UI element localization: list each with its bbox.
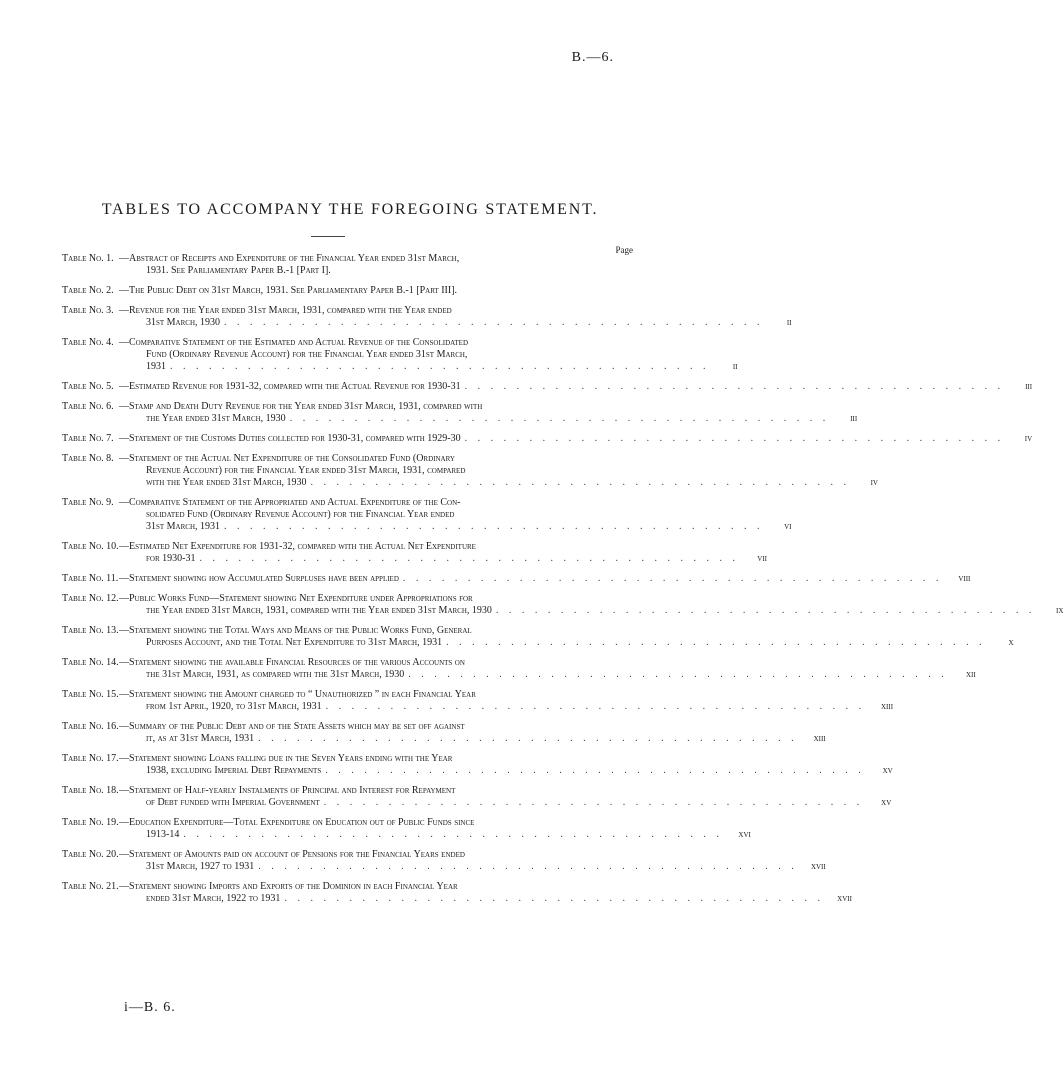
dot-leader: . . . . . . . . . . . . . . . . . . . . . . . . . . . . . . . . . . . . . . . . . . xyxy=(325,701,866,712)
table-description: —The Public Debt on 31st March, 1931. See Parliamentary Paper B.-1 [Part III]. xyxy=(119,285,458,296)
page-number: xvi xyxy=(738,829,751,840)
page-number: xvii xyxy=(837,893,852,904)
dot-leader: . . . . . . . . . . . . . . . . . . . . . . . . . . . . . . . . . . . . . . . . . . xyxy=(258,861,798,872)
toc-entry xyxy=(62,625,1014,649)
table-description: —Statement of the Customs Duties collected for 1930-31, compared with 1929-30 . . . . . . . . . . . . . . . . . . . . . . . . . . . . . . . . . . . . . . . . . . iv xyxy=(119,433,1033,444)
table-description: —Statement showing Loans falling due in the Seven Years ending with the Year xyxy=(119,753,453,764)
table-number: Table No. 10. xyxy=(62,541,119,552)
table-description: —Statement of Amounts paid on account of Pensions for the Financial Years ended xyxy=(119,849,465,860)
page-number: iv xyxy=(870,477,878,488)
table-number: Table No. 1. xyxy=(62,253,114,264)
table-description-continued: 31st March, 1931 . . . . . . . . . . . . . . . . . . . . . . . . . . . . . . . . . . . . . . . . . . vi xyxy=(146,521,792,532)
table-number: Table No. 17. xyxy=(62,753,119,764)
table-description: —Statement showing the Amount charged to “ Unauthorized ” in each Financial Year xyxy=(119,689,476,700)
dot-leader: . . . . . . . . . . . . . . . . . . . . . . . . . . . . . . . . . . . . . . . . . . xyxy=(464,433,1005,444)
table-number: Table No. 11. xyxy=(62,573,119,584)
dot-leader: . . . . . . . . . . . . . . . . . . . . . . . . . . . . . . . . . . . . . . . . . . xyxy=(199,553,739,564)
dot-leader: . . . . . . . . . . . . . . . . . . . . . . . . . . . . . . . . . . . . . . . . . . xyxy=(323,797,864,808)
table-number: Table No. 6. xyxy=(62,401,114,412)
page-number: xv xyxy=(882,765,893,776)
toc-entry xyxy=(62,253,638,277)
toc-entry xyxy=(62,541,767,565)
toc-entry xyxy=(62,817,751,841)
table-number: Table No. 5. xyxy=(62,381,114,392)
page-number: xv xyxy=(881,797,892,808)
page-number: xiii xyxy=(881,701,894,712)
page-column-label: Page xyxy=(615,245,633,255)
toc-entry xyxy=(62,593,1063,617)
table-description-continued: for 1930-31 . . . . . . . . . . . . . . . . . . . . . . . . . . . . . . . . . . . . . . . . . . vii xyxy=(146,553,767,564)
page-number: ix xyxy=(1056,605,1063,616)
table-description-continued: it, as at 31st March, 1931 . . . . . . . . . . . . . . . . . . . . . . . . . . . . . . . . . . . . . . . . . . xiii xyxy=(146,733,826,744)
table-description: —Statement of Half-yearly Instalments of Principal and Interest for Repayment xyxy=(119,785,456,796)
dot-leader: . . . . . . . . . . . . . . . . . . . . . . . . . . . . . . . . . . . . . . . . . . xyxy=(258,733,798,744)
dot-leader: . . . . . . . . . . . . . . . . . . . . . . . . . . . . . . . . . . . . . . . . . . xyxy=(284,893,824,904)
dot-leader: . . . . . . . . . . . . . . . . . . . . . . . . . . . . . . . . . . . . . . . . . . xyxy=(289,413,830,424)
table-description: —Statement showing the Total Ways and Means of the Public Works Fund, General xyxy=(119,625,472,636)
table-number: Table No. 19. xyxy=(62,817,119,828)
toc-entry xyxy=(62,285,638,297)
toc-entry xyxy=(62,849,826,873)
page-number: xii xyxy=(965,669,976,680)
toc-entry xyxy=(62,573,971,585)
table-description: —Statement showing how Accumulated Surpluses have been applied . . . . . . . . . . . . . . . . . . . . . . . . . . . . . . . . . . . . . . . . . . viii xyxy=(119,573,971,584)
table-description-continued: 31st March, 1927 to 1931 . . . . . . . . . . . . . . . . . . . . . . . . . . . . . . . . . . . . . . . . . . xvii xyxy=(146,861,826,872)
table-number: Table No. 18. xyxy=(62,785,119,796)
dot-leader: . . . . . . . . . . . . . . . . . . . . . . . . . . . . . . . . . . . . . . . . . . xyxy=(402,573,943,584)
document-reference: B.—6. xyxy=(571,50,614,65)
table-description-continued: solidated Fund (Ordinary Revenue Account) for the Financial Year ended xyxy=(146,509,455,520)
table-description: —Estimated Revenue for 1931-32, compared with the Actual Revenue for 1930-31 . . . . . . . . . . . . . . . . . . . . . . . . . . . . . . . . . . . . . . . . . . iii xyxy=(119,381,1033,392)
toc-entry xyxy=(62,433,1033,445)
table-description: —Estimated Net Expenditure for 1931-32, compared with the Actual Net Expenditure xyxy=(119,541,476,552)
table-description-continued: 1931 . . . . . . . . . . . . . . . . . . . . . . . . . . . . . . . . . . . . . . . . . . ii xyxy=(146,361,738,372)
table-description: —Comparative Statement of the Estimated and Actual Revenue of the Consolidated xyxy=(119,337,469,348)
toc-entry xyxy=(62,381,1033,393)
table-number: Table No. 20. xyxy=(62,849,119,860)
table-description-continued: from 1st April, 1920, to 31st March, 1931 . . . . . . . . . . . . . . . . . . . . . . . . . . . . . . . . . . . . . . . . . . xiii xyxy=(146,701,894,712)
table-description-continued: 31st March, 1930 . . . . . . . . . . . . . . . . . . . . . . . . . . . . . . . . . . . . . . . . . . ii xyxy=(146,317,792,328)
table-description: —Abstract of Receipts and Expenditure of the Financial Year ended 31st March, xyxy=(119,253,460,264)
dot-leader: . . . . . . . . . . . . . . . . . . . . . . . . . . . . . . . . . . . . . . . . . . xyxy=(170,361,710,372)
table-description-continued: with the Year ended 31st March, 1930 . . . . . . . . . . . . . . . . . . . . . . . . . . . . . . . . . . . . . . . . . . iv xyxy=(146,477,878,488)
table-description-continued: Purposes Account, and the Total Net Expenditure to 31st March, 1931 . . . . . . . . . . . . . . . . . . . . . . . . . . . . . . . . . . . . . . . . . . x xyxy=(146,637,1014,648)
table-description: —Summary of the Public Debt and of the State Assets which may be set off against xyxy=(119,721,465,732)
page-number: iv xyxy=(1024,433,1033,444)
table-number: Table No. 9. xyxy=(62,497,114,508)
table-description-continued: of Debt funded with Imperial Government . . . . . . . . . . . . . . . . . . . . . . . . . . . . . . . . . . . . . . . . . . xv xyxy=(146,797,892,808)
table-number: Table No. 21. xyxy=(62,881,119,892)
table-number: Table No. 7. xyxy=(62,433,114,444)
table-description-continued: Revenue Account) for the Financial Year ended 31st March, 1931, compared xyxy=(146,465,466,476)
toc-entry xyxy=(62,337,738,373)
table-description: —Public Works Fund—Statement showing Net Expenditure under Appropriations for xyxy=(119,593,473,604)
table-description: —Statement showing Imports and Exports of the Dominion in each Financial Year xyxy=(119,881,458,892)
dot-leader: . . . . . . . . . . . . . . . . . . . . . . . . . . . . . . . . . . . . . . . . . . xyxy=(495,605,1036,616)
dot-leader: . . . . . . . . . . . . . . . . . . . . . . . . . . . . . . . . . . . . . . . . . . xyxy=(310,477,850,488)
table-number: Table No. 16. xyxy=(62,721,119,732)
dot-leader: . . . . . . . . . . . . . . . . . . . . . . . . . . . . . . . . . . . . . . . . . . xyxy=(183,829,723,840)
table-description-continued: Fund (Ordinary Revenue Account) for the Financial Year ended 31st March, xyxy=(146,349,468,360)
table-description-continued: 1913-14 . . . . . . . . . . . . . . . . . . . . . . . . . . . . . . . . . . . . . . . . . . xvi xyxy=(146,829,751,840)
table-description-continued: 1931. See Parliamentary Paper B.-1 [Part I]. xyxy=(146,265,331,276)
page-number: ii xyxy=(786,317,792,328)
page-number: iii xyxy=(1025,381,1033,392)
dot-leader: . . . . . . . . . . . . . . . . . . . . . . . . . . . . . . . . . . . . . . . . . . xyxy=(408,669,948,680)
table-description-continued: the 31st March, 1931, as compared with the 31st March, 1930 . . . . . . . . . . . . . . . . . . . . . . . . . . . . . . . . . . . . . . . . . . xii xyxy=(146,669,976,680)
toc-entry xyxy=(62,497,792,533)
toc-entry xyxy=(62,721,826,745)
page-number: vii xyxy=(757,553,767,564)
dot-leader: . . . . . . . . . . . . . . . . . . . . . . . . . . . . . . . . . . . . . . . . . . xyxy=(224,317,764,328)
table-description: —Statement showing the available Financial Resources of the various Accounts on xyxy=(119,657,465,668)
table-number: Table No. 14. xyxy=(62,657,119,668)
table-description-continued: 1938, excluding Imperial Debt Repayments . . . . . . . . . . . . . . . . . . . . . . . . . . . . . . . . . . . . . . . . . . xv xyxy=(146,765,893,776)
toc-entry xyxy=(62,881,852,905)
page-number: xiii xyxy=(813,733,826,744)
dot-leader: . . . . . . . . . . . . . . . . . . . . . . . . . . . . . . . . . . . . . . . . . . xyxy=(464,381,1005,392)
table-number: Table No. 15. xyxy=(62,689,119,700)
table-number: Table No. 8. xyxy=(62,453,114,464)
table-number: Table No. 3. xyxy=(62,305,114,316)
table-description: —Statement of the Actual Net Expenditure of the Consolidated Fund (Ordinary xyxy=(119,453,455,464)
toc-entry xyxy=(62,401,858,425)
table-number: Table No. 2. xyxy=(62,285,114,296)
table-number: Table No. 12. xyxy=(62,593,119,604)
table-description-continued: the Year ended 31st March, 1931, compared with the Year ended 31st March, 1930 . . . . . . . . . . . . . . . . . . . . . . . . . . . . . . . . . . . . . . . . . . ix xyxy=(146,605,1063,616)
table-description: —Stamp and Death Duty Revenue for the Year ended 31st March, 1931, compared with xyxy=(119,401,483,412)
table-description: —Education Expenditure—Total Expenditure on Education out of Public Funds since xyxy=(119,817,475,828)
page-number: xvii xyxy=(810,861,826,872)
page-number: ii xyxy=(732,361,738,372)
toc-entry xyxy=(62,453,878,489)
page-number: x xyxy=(1008,637,1014,648)
page-number: iii xyxy=(850,413,858,424)
dot-leader: . . . . . . . . . . . . . . . . . . . . . . . . . . . . . . . . . . . . . . . . . . xyxy=(446,637,986,648)
table-description: —Revenue for the Year ended 31st March, 1931, compared with the Year ended xyxy=(119,305,452,316)
dot-leader: . . . . . . . . . . . . . . . . . . . . . . . . . . . . . . . . . . . . . . . . . . xyxy=(224,521,764,532)
page-title: TABLES TO ACCOMPANY THE FOREGOING STATEMENT. xyxy=(101,201,599,218)
footer-signature: i—B. 6. xyxy=(124,1000,176,1015)
dot-leader: . . . . . . . . . . . . . . . . . . . . . . . . . . . . . . . . . . . . . . . . . . xyxy=(325,765,865,776)
table-description-continued: ended 31st March, 1922 to 1931 . . . . . . . . . . . . . . . . . . . . . . . . . . . . . . . . . . . . . . . . . . xvii xyxy=(146,893,852,904)
toc-entry xyxy=(62,305,792,329)
table-description: —Comparative Statement of the Appropriated and Actual Expenditure of the Con- xyxy=(119,497,461,508)
table-number: Table No. 4. xyxy=(62,337,114,348)
table-list xyxy=(62,253,1063,913)
table-description-continued: the Year ended 31st March, 1930 . . . . . . . . . . . . . . . . . . . . . . . . . . . . . . . . . . . . . . . . . . iii xyxy=(146,413,858,424)
title-rule xyxy=(311,236,345,237)
page-number: vi xyxy=(784,521,792,532)
page-number: viii xyxy=(958,573,971,584)
toc-entry xyxy=(62,657,976,681)
toc-entry xyxy=(62,753,893,777)
toc-entry xyxy=(62,785,892,809)
table-number: Table No. 13. xyxy=(62,625,119,636)
toc-entry xyxy=(62,689,894,713)
